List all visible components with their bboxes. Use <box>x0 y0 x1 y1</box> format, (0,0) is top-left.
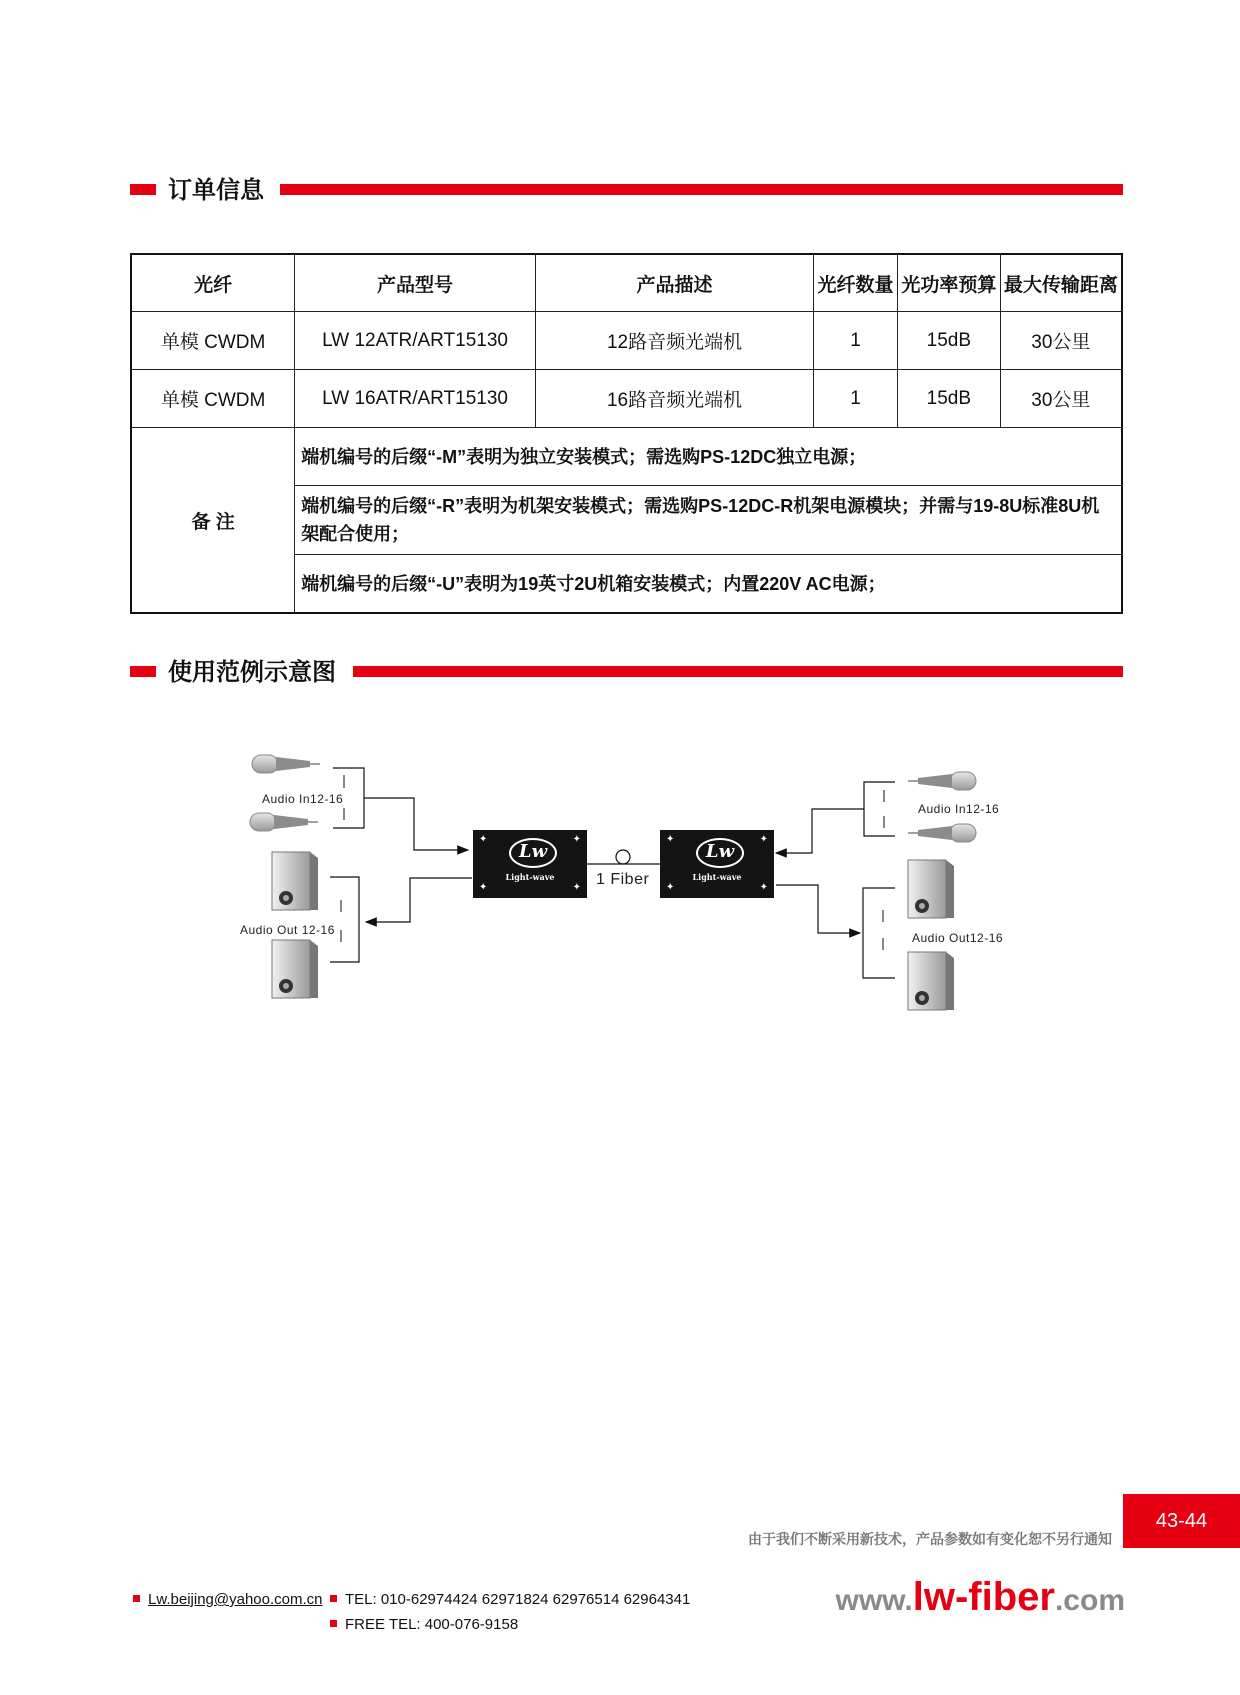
table-cell: 12路音频光端机 <box>535 312 813 370</box>
speaker-icon <box>908 860 954 918</box>
corner-star-icon: ✦ <box>479 834 488 845</box>
corner-star-icon: ✦ <box>572 834 581 845</box>
right-audio-in-label: Audio In12-16 <box>918 802 1000 816</box>
fiber-label: 1 Fiber <box>596 871 650 888</box>
left-audio-out-label: Audio Out 12-16 <box>240 923 335 937</box>
right-audio-out-label: Audio Out12-16 <box>912 931 1004 945</box>
header-power-budget: 光功率预算 <box>897 254 1000 312</box>
bullet-icon <box>330 1595 337 1602</box>
website-url[interactable] <box>836 1575 1126 1620</box>
section-rule <box>353 666 1123 677</box>
bullet-icon <box>133 1595 140 1602</box>
remark-row <box>131 428 1122 486</box>
device-brand: Light-wave <box>692 872 742 882</box>
device-brand: Light-wave <box>505 872 555 882</box>
remark-label: 备 注 <box>131 428 295 614</box>
corner-star-icon: ✦ <box>759 834 768 845</box>
table-cell: 单模 CWDM <box>131 312 295 370</box>
table-cell: 15dB <box>897 312 1000 370</box>
order-info-header <box>130 173 1123 207</box>
table-cell: 15dB <box>897 370 1000 428</box>
section-marker <box>130 666 156 677</box>
corner-star-icon: ✦ <box>572 882 581 893</box>
table-cell: LW 12ATR/ART15130 <box>295 312 536 370</box>
section-marker <box>130 184 156 195</box>
microphone-icon <box>908 824 976 842</box>
corner-star-icon: ✦ <box>666 834 675 845</box>
table-cell: 30公里 <box>1000 312 1122 370</box>
page-number: 43-44 <box>1123 1494 1240 1548</box>
table-row <box>131 370 1122 428</box>
section-title: 订单信息 <box>168 176 264 204</box>
header-model: 产品型号 <box>295 254 536 312</box>
free-tel-text: FREE TEL: 400-076-9158 <box>345 1616 519 1633</box>
table-cell: 16路音频光端机 <box>535 370 813 428</box>
site-suffix: .com <box>1054 1584 1125 1617</box>
corner-star-icon: ✦ <box>759 882 768 893</box>
tel-text: TEL: 010-62974424 62971824 62976514 62964341 <box>345 1591 691 1608</box>
notice-text: 由于我们不断采用新技术，产品参数如有变化恕不另行通知 <box>748 1532 1112 1548</box>
section-rule <box>280 184 1123 195</box>
lightwave-logo: Lw <box>696 838 744 868</box>
bullet-icon <box>330 1620 337 1627</box>
corner-star-icon: ✦ <box>666 882 675 893</box>
remark-note: 端机编号的后缀“-M”表明为独立安装模式；需选购PS-12DC独立电源； <box>295 428 1122 486</box>
site-prefix: www. <box>835 1584 913 1617</box>
header-fiber-count: 光纤数量 <box>814 254 898 312</box>
optical-receiver <box>660 830 774 898</box>
microphone-icon <box>250 813 318 831</box>
table-cell: LW 16ATR/ART15130 <box>295 370 536 428</box>
email-link[interactable]: Lw.beijing@yahoo.com.cn <box>148 1591 323 1608</box>
corner-star-icon: ✦ <box>479 882 488 893</box>
remark-note: 端机编号的后缀“-R”表明为机架安装模式；需选购PS-12DC-R机架电源模块；并需与19-8U标准8U机架配合使用； <box>295 486 1122 555</box>
tel-line <box>330 1591 690 1608</box>
header-description: 产品描述 <box>535 254 813 312</box>
header-fiber: 光纤 <box>131 254 295 312</box>
diagram-header <box>130 655 1123 689</box>
speaker-icon <box>272 940 318 998</box>
site-main: lw-fiber <box>912 1575 1055 1619</box>
table-cell: 1 <box>814 312 898 370</box>
microphone-icon <box>908 772 976 790</box>
table-cell: 1 <box>814 370 898 428</box>
table-cell: 单模 CWDM <box>131 370 295 428</box>
speaker-icon <box>908 952 954 1010</box>
left-audio-in-label: Audio In12-16 <box>262 792 344 806</box>
free-tel-line <box>330 1616 518 1633</box>
remark-note: 端机编号的后缀“-U”表明为19英寸2U机箱安装模式；内置220V AC电源； <box>295 555 1122 614</box>
order-table <box>130 253 1123 614</box>
microphone-icon <box>252 755 320 773</box>
email-line <box>133 1591 323 1608</box>
usage-diagram <box>0 740 1240 1020</box>
table-header-row <box>131 254 1122 312</box>
header-max-distance: 最大传输距离 <box>1000 254 1122 312</box>
table-cell: 30公里 <box>1000 370 1122 428</box>
speaker-icon <box>272 852 318 910</box>
section-title: 使用范例示意图 <box>168 658 336 686</box>
optical-transmitter <box>473 830 587 898</box>
table-row <box>131 312 1122 370</box>
lightwave-logo: Lw <box>509 838 557 868</box>
